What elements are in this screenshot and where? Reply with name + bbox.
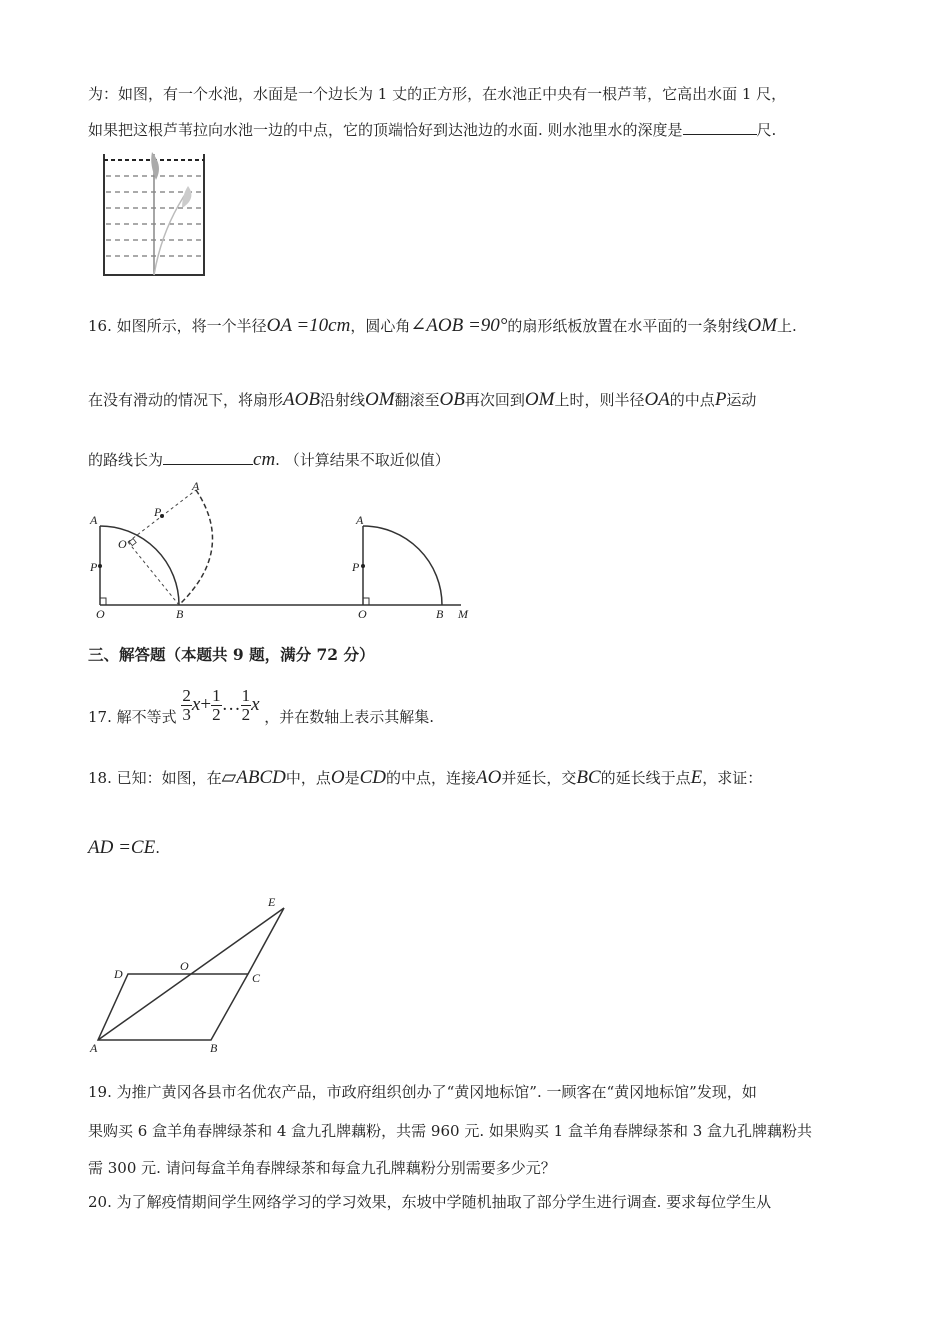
q16-text: 的中点 <box>669 391 715 409</box>
q18-text: 18. 已知：如图，在 <box>88 769 222 787</box>
label-c: C <box>252 971 261 985</box>
q18-line1 <box>88 768 762 788</box>
line-ce <box>248 908 284 974</box>
label-d: D <box>114 967 123 981</box>
q17-frac-1-2-b: $\frac{1}{2}$ <box>241 685 251 724</box>
q17-plus: + <box>200 694 212 715</box>
q16-line1 <box>88 316 797 336</box>
label-b: B <box>436 607 444 621</box>
q16-text: . （计算结果不取近似值） <box>275 451 450 469</box>
q16-radius-expr: OA =10cm <box>266 315 351 336</box>
q16-answer-blank[interactable] <box>163 450 253 465</box>
right-angle-mark <box>363 598 369 605</box>
label-a: A <box>356 513 364 527</box>
q16-ray: OM <box>364 389 395 410</box>
q15-answer-blank[interactable] <box>683 120 757 135</box>
label-o: O <box>358 607 367 621</box>
q16-line3 <box>88 450 450 470</box>
q18-text: 的延长线于点 <box>600 769 691 787</box>
q17-frac-2-3: $\frac{2}{3}$ <box>182 685 191 724</box>
q16-ray-om: OM <box>747 315 777 336</box>
reed-leaf-icon <box>182 186 191 208</box>
q16-text: ，圆心角 <box>350 317 411 335</box>
q16-oa: OA <box>644 389 670 410</box>
q15-line2-text: 如果把这根芦苇拉向水池一边的中点，它的顶端恰好到达池边的水面. 则水池里水的深度是 <box>88 121 683 139</box>
q16-text: 16. 如图所示，将一个半径 <box>88 317 267 335</box>
q18-bc: BC <box>576 767 601 788</box>
dashed-ob <box>128 542 179 605</box>
label-p: P <box>154 505 162 519</box>
q18-point-o: O <box>330 767 345 788</box>
q16-text: 翻滚至 <box>394 391 440 409</box>
q16-point-p: P <box>714 389 727 410</box>
q16-text: 运动 <box>726 391 757 409</box>
parallelogram-abcd <box>98 974 248 1040</box>
section-heading: 三、解答题（本题共 9 题，满分 72 分） <box>88 645 375 664</box>
label-b: B <box>176 607 184 621</box>
q16-text: 沿射线 <box>319 391 365 409</box>
right-angle-mark <box>100 598 106 605</box>
q18-text: ，求证： <box>702 769 763 787</box>
q18-text: 中，点 <box>285 769 331 787</box>
sector-arc <box>363 526 442 605</box>
label-a: A <box>90 1041 98 1055</box>
q19-line3: 需 300 元. 请问每盒羊角春牌绿茶和每盒九孔牌藕粉分别需要多少元？ <box>88 1159 556 1177</box>
q15-line1: 为：如图，有一个水池，水面是一个边长为 1 丈的正方形，在水池正中央有一根芦苇，它高出水面 1 尺， <box>88 85 787 103</box>
q18-text: 是 <box>344 769 360 787</box>
parallelogram-figure <box>88 892 298 1062</box>
right-angle-mark <box>129 539 136 546</box>
dashed-arc <box>179 490 212 605</box>
q18-line2 <box>88 838 160 858</box>
q18-text: 的中点，连接 <box>386 769 477 787</box>
q16-line2 <box>88 390 756 410</box>
q18-cd: CD <box>359 767 387 788</box>
q17-text: 17. 解不等式 <box>88 708 177 726</box>
q17-frac-1-2: $\frac{1}{2}$ <box>212 685 221 724</box>
q16-text: 上. <box>776 317 797 335</box>
q16-ob: OB <box>439 389 465 410</box>
q18-text: 并延长，交 <box>501 769 577 787</box>
q18-text: . <box>155 839 160 857</box>
label-o: O <box>180 959 189 973</box>
q17-var-x: x <box>191 694 201 715</box>
q16-text: 在没有滑动的情况下，将扇形 <box>88 391 284 409</box>
q16-text: 上时，则半径 <box>554 391 645 409</box>
q20-line1: 20. 为了解疫情期间学生网络学习的学习效果，东坡中学随机抽取了部分学生进行调查. 要求每位学生从 <box>88 1193 772 1211</box>
sector-rolling-figure <box>86 480 486 620</box>
q19-line1: 19. 为推广黄冈各县市名优农产品，市政府组织创办了“黄冈地标馆”. 一顾客在“黄冈地标馆”发现，如 <box>88 1083 757 1101</box>
label-p: P <box>352 560 360 574</box>
q18-parallelogram: ▱ABCD <box>221 767 286 788</box>
q16-angle-expr: ∠AOB =90° <box>410 315 508 336</box>
label-e: E <box>268 895 276 909</box>
q19-line2: 果购买 6 盒羊角春牌绿茶和 4 盒九孔牌藕粉，共需 960 元. 如果购买 1 盒羊角春牌绿茶和 3 盒九孔牌藕粉共 <box>88 1122 813 1140</box>
q17-line <box>88 682 434 726</box>
q16-text: 的扇形纸板放置在水平面的一条射线 <box>507 317 748 335</box>
label-o: O <box>96 607 105 621</box>
label-m: M <box>458 607 468 621</box>
q18-ao: AO <box>476 767 502 788</box>
pond-reed-figure <box>96 150 208 278</box>
q16-unit: cm <box>253 449 276 470</box>
q18-point-e: E <box>690 767 703 788</box>
q17-relation: … <box>221 694 241 715</box>
q17-var-x: x <box>251 694 260 715</box>
label-b: B <box>210 1041 218 1055</box>
label-o: O <box>118 537 127 551</box>
label-p: P <box>90 560 98 574</box>
q16-sector: AOB <box>283 389 320 410</box>
sector-arc <box>100 526 179 605</box>
q17-text: ，并在数轴上表示其解集. <box>264 708 435 726</box>
q16-text: 再次回到 <box>464 391 525 409</box>
q15-unit: 尺. <box>756 121 777 139</box>
q16-text: 的路线长为 <box>88 451 164 469</box>
q16-ray: OM <box>524 389 555 410</box>
point-p <box>361 564 365 568</box>
q18-proof-target: AD =CE <box>88 837 156 858</box>
point-p <box>98 564 102 568</box>
label-a: A <box>192 479 200 493</box>
q15-line2 <box>88 120 776 140</box>
label-a: A <box>90 513 98 527</box>
